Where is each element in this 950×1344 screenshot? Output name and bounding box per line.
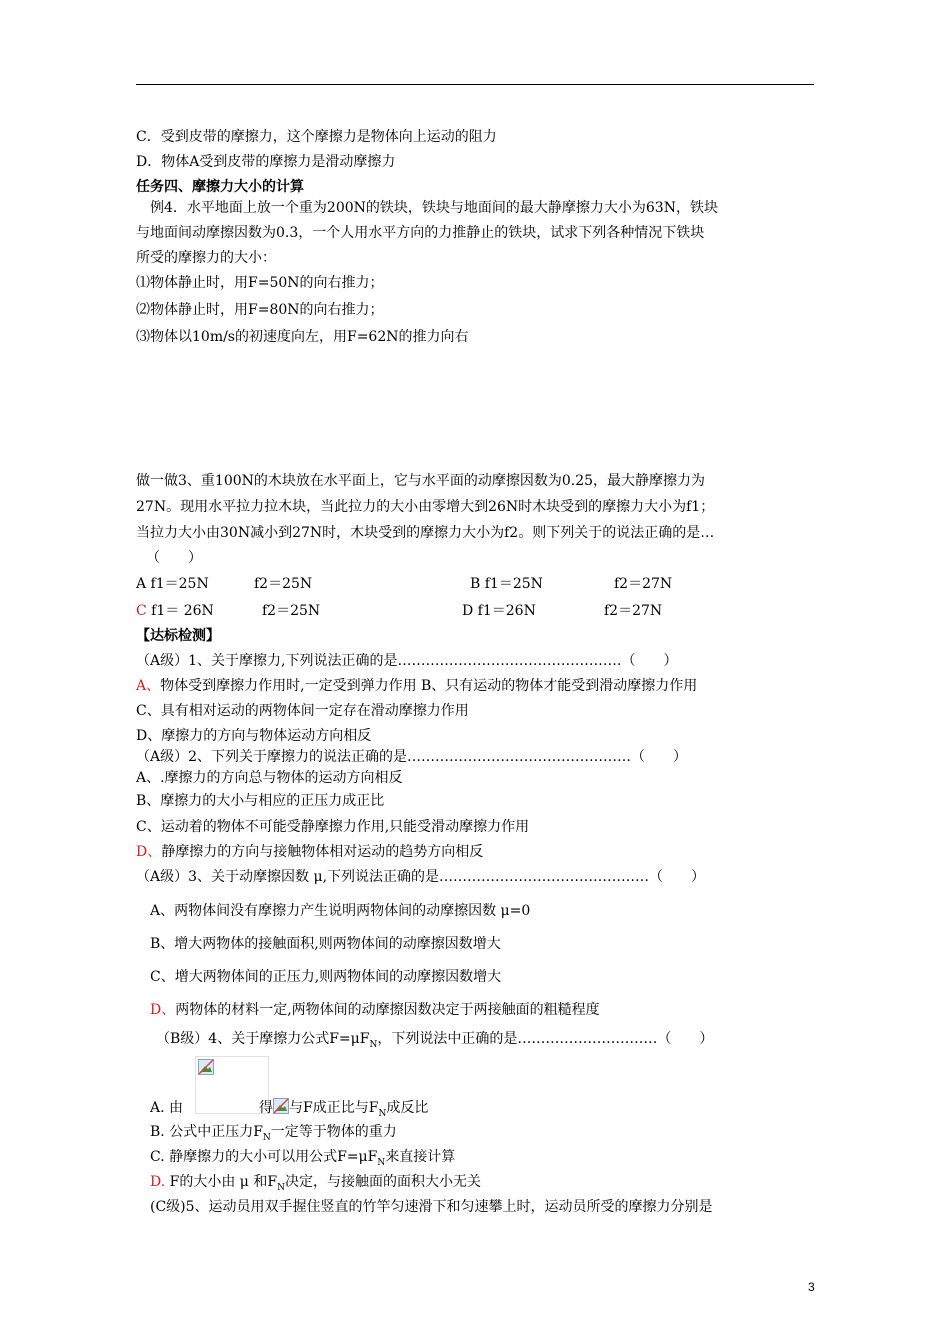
q1-stem: （A级）1、关于摩擦力,下列说法正确的是…………………………………………（ ）	[136, 653, 678, 669]
q3-option-c: C、增大两物体间的正压力,则两物体间的动摩擦因数增大	[150, 969, 502, 985]
q4-option-c-part2: 来直接计算	[385, 1149, 456, 1165]
q4-option-d-part1: F的大小由 μ 和F	[165, 1174, 278, 1190]
broken-image-icon	[198, 1059, 214, 1075]
page-number: 3	[808, 1280, 815, 1294]
q5-stem: (C级)5、运动员用双手握住竖直的竹竿匀速滑下和匀速攀上时，运动员所受的摩擦力分别是	[150, 1199, 713, 1215]
try3-answer-bracket: （ ）	[146, 550, 202, 566]
example4-line2: 与地面间动摩擦因数为0.3，一个人用水平方向的力推静止的铁块，试求下列各种情况下铁块	[136, 225, 705, 241]
try3-option-c-letter: C	[136, 603, 147, 619]
q2-option-d-text: 静摩擦力的方向与接触物体相对运动的趋势方向相反	[161, 844, 484, 860]
try3-option-b2: f2＝27N	[614, 576, 673, 592]
q4-option-c	[150, 1148, 455, 1172]
broken-image-icon	[273, 1098, 289, 1114]
q3-stem: （A级）3、关于动摩擦因数 μ,下列说法正确的是………………………………………（ ）	[136, 869, 706, 885]
q2-option-b: B、摩擦力的大小与相应的正压力成正比	[136, 793, 385, 809]
example4-line3: 所受的摩擦力的大小：	[136, 250, 276, 266]
q4-option-d-sub: N	[277, 1182, 285, 1193]
q1-option-a: 物体受到摩擦力作用时,一定受到弹力作用 B、只有运动的物体才能受到滑动摩擦力作用	[160, 678, 698, 694]
try3-option-d1: D f1＝26N	[462, 603, 536, 619]
q4-option-a	[150, 1098, 428, 1123]
q2-option-c: C、运动着的物体不可能受静摩擦力作用,只能受滑动摩擦力作用	[136, 819, 530, 835]
section-heading-assessment: 【达标检测】	[136, 628, 220, 644]
q3-option-b: B、增大两物体的接触面积,则两物体间的动摩擦因数增大	[150, 936, 501, 952]
q4-stem-part2: ，下列说法中正确的是…………………………（ ）	[377, 1031, 714, 1047]
q3-option-d	[150, 1001, 600, 1019]
q4-option-d-part2: 决定，与接触面的面积大小无关	[284, 1174, 481, 1190]
example4-line1: 例4．水平地面上放一个重为200N的铁块，铁块与地面间的最大静摩擦力大小为63N，铁块	[150, 200, 718, 216]
try3-option-c2: f2＝25N	[262, 603, 321, 619]
q4-stem-sub: N	[369, 1039, 378, 1050]
q2-option-d-letter: D、	[136, 844, 162, 860]
example4-item1: ⑴物体静止时，用F=50N的向右推力；	[136, 275, 384, 291]
q1-option-a-letter: A、	[136, 678, 161, 694]
q4-option-a-part3: 与F成正比与F	[289, 1100, 379, 1116]
q3-option-d-text: 两物体的材料一定,两物体间的动摩擦因数决定于两接触面的粗糙程度	[175, 1002, 600, 1018]
q4-option-a-sub: N	[378, 1108, 387, 1119]
example4-item2: ⑵物体静止时，用F=80N的向右推力；	[136, 302, 384, 318]
section-heading-task4: 任务四、摩擦力大小的计算	[136, 179, 304, 195]
q1-option-c: C、具有相对运动的两物体间一定存在滑动摩擦力作用	[136, 703, 469, 719]
q1-option-d: D、摩擦力的方向与物体运动方向相反	[136, 728, 372, 744]
try3-option-d2: f2＝27N	[604, 603, 663, 619]
q4-option-d-letter: D.	[150, 1174, 166, 1190]
header-rule	[136, 84, 814, 85]
q4-option-c-sub: N	[377, 1157, 386, 1168]
q1-option-a-b	[136, 677, 697, 695]
q4-option-a-part4: 成反比	[386, 1100, 429, 1116]
try3-option-a2: f2＝25N	[254, 576, 313, 592]
q2-option-d	[136, 843, 483, 861]
option-c-line: C．受到皮带的摩擦力，这个摩擦力是物体向上运动的阻力	[136, 129, 497, 145]
q3-option-a: A、两物体间没有摩擦力产生说明两物体间的动摩擦因数 μ=0	[150, 903, 531, 919]
q3-option-d-letter: D、	[150, 1002, 176, 1018]
q2-stem: （A级）2、下列关于摩擦力的说法正确的是…………………………………………（ ）	[136, 749, 688, 765]
q4-stem-part1: （B级）4、关于摩擦力公式F=μF	[156, 1031, 370, 1047]
example4-item3: ⑶物体以10m/s的初速度向左，用F=62N的推力向右	[136, 329, 469, 345]
q4-option-c-part1: C. 静摩擦力的大小可以用公式F=μF	[150, 1149, 378, 1165]
q4-option-b-part1: B. 公式中正压力F	[150, 1124, 263, 1140]
q4-option-b	[150, 1123, 397, 1147]
q2-option-a: A、.摩擦力的方向总与物体的运动方向相反	[136, 770, 403, 786]
try3-option-c1: f1＝ 26N	[146, 603, 214, 619]
try3-line3: 当拉力大小由30N减小到27N时，木块受到的摩擦力大小为f2。则下列关于的说法正确的是…	[136, 525, 715, 541]
try3-line1: 做一做3、重100N的木块放在水平面上，它与水平面的动摩擦因数为0.25，最大静摩擦力为	[136, 473, 706, 489]
try3-option-b1: B f1＝25N	[470, 576, 543, 592]
q4-option-b-part2: 一定等于物体的重力	[270, 1124, 397, 1140]
try3-option-a1: A f1＝25N	[136, 576, 209, 592]
q4-option-d	[150, 1173, 481, 1197]
q4-option-b-sub: N	[262, 1132, 271, 1143]
try3-line2: 27N。现用水平拉力拉木块，当此拉力的大小由零增大到26N时木块受到的摩擦力大小为f1；	[136, 499, 715, 515]
option-d-line: D．物体A受到皮带的摩擦力是滑动摩擦力	[136, 154, 396, 170]
q4-stem	[156, 1030, 713, 1054]
q4-option-a-part2: 得	[259, 1100, 274, 1116]
q4-option-a-part1: A. 由	[150, 1100, 184, 1116]
